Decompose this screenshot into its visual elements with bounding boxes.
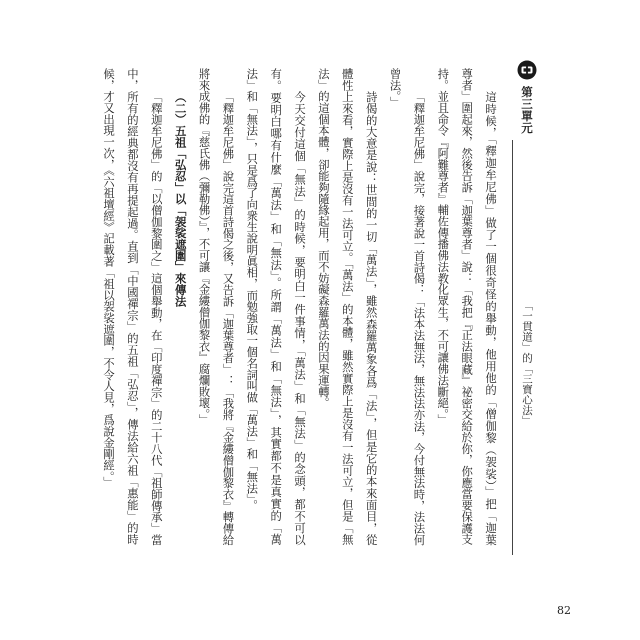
- body-text: [96, 68, 502, 545]
- circle-emblem-icon: [517, 60, 537, 80]
- section-heading: [168, 68, 192, 545]
- header-divider: [512, 140, 513, 555]
- section-heading-text: （二）五祖「弘忍」以「袈裟遮圍」來傳法: [173, 90, 188, 307]
- text-column: 中，所有的經典都沒有再提起過。直到「中國禪宗」的五祖「弘忍」，傳法給六祖「惠能」的時: [125, 68, 140, 545]
- text-column: 這時候，「釋迦牟尼佛」做了一個很奇怪的舉動，他用他的「僧伽黎（袈裟）」把「迦葉: [484, 90, 498, 545]
- paragraph: [96, 68, 168, 545]
- text-column: 有。要明白哪有什麼「萬法」和「無法」。所謂「萬法」和「無法」，其實都不是真實的「萬: [269, 68, 284, 545]
- paragraph: [430, 68, 502, 545]
- text-column: 尊者」圍起來，然後告訴「迦葉尊者」說：「我把『正法眼藏』祕密交給於你，你應當要保護支: [460, 68, 475, 545]
- paragraph: [383, 68, 431, 545]
- unit-label: 第三單元: [520, 86, 534, 134]
- text-column: 今天交付這個「無法」的時候，要明白一件事情，「萬法」和「無法」的念頭，都不可以: [293, 90, 307, 545]
- text-column: 曾法。」: [388, 68, 403, 108]
- text-column: 候，才又出現一次，《六祖壇經》記載著「祖以袈裟遮圍，不令人見，爲說金剛經。」: [102, 68, 116, 488]
- text-column: 詩偈的大意是說：世間的一切「萬法」，雖然森羅萬象各爲「法」，但是它的本來面目，從: [364, 90, 379, 545]
- page-number: 82: [557, 604, 571, 617]
- text-column: 法」的這個本體，卻能夠隨緣起用，而不妨礙森羅萬法的因果運轉。: [316, 68, 331, 409]
- text-column: 法」和「無法」，只是爲了向衆生說明眞相，而勉強取一個名詞叫做「萬法」和「無法」。: [245, 68, 260, 511]
- text-column: 「釋迦牟尼佛」的「以僧伽黎圍之」這個舉動，在「印度禪宗」的二十八代「祖師傳承」當: [149, 90, 164, 545]
- paragraph: [239, 68, 311, 545]
- text-column: 體性上來看，實際上是沒有一法可立。「萬法」的本體，雖然實際上是沒有一法可立，但是「無: [340, 68, 355, 545]
- paragraph: [311, 68, 383, 545]
- text-column: 將來成佛的『慈氏佛（彌勒佛）』，不可讓『金縷僧伽黎衣』腐爛敗壞。」: [197, 68, 212, 426]
- paragraph: [192, 68, 240, 545]
- chapter-title: 「一貫道」的「三寶心法」: [521, 300, 533, 426]
- text-column: 「釋迦牟尼佛」說完，接著說一首詩偈：「法本法無法，無法法亦法，今付無法時，法法何: [412, 90, 427, 545]
- text-column: 持。並且命令『阿難尊者』輔佐傳播佛法教化眾生，不可讓佛法斷絕。」: [436, 68, 451, 426]
- text-column: 「釋迦牟尼佛」說完這首詩偈之後，又告訴「迦葉尊者」：「我將『金縷僧伽黎衣』轉傳給: [221, 90, 236, 545]
